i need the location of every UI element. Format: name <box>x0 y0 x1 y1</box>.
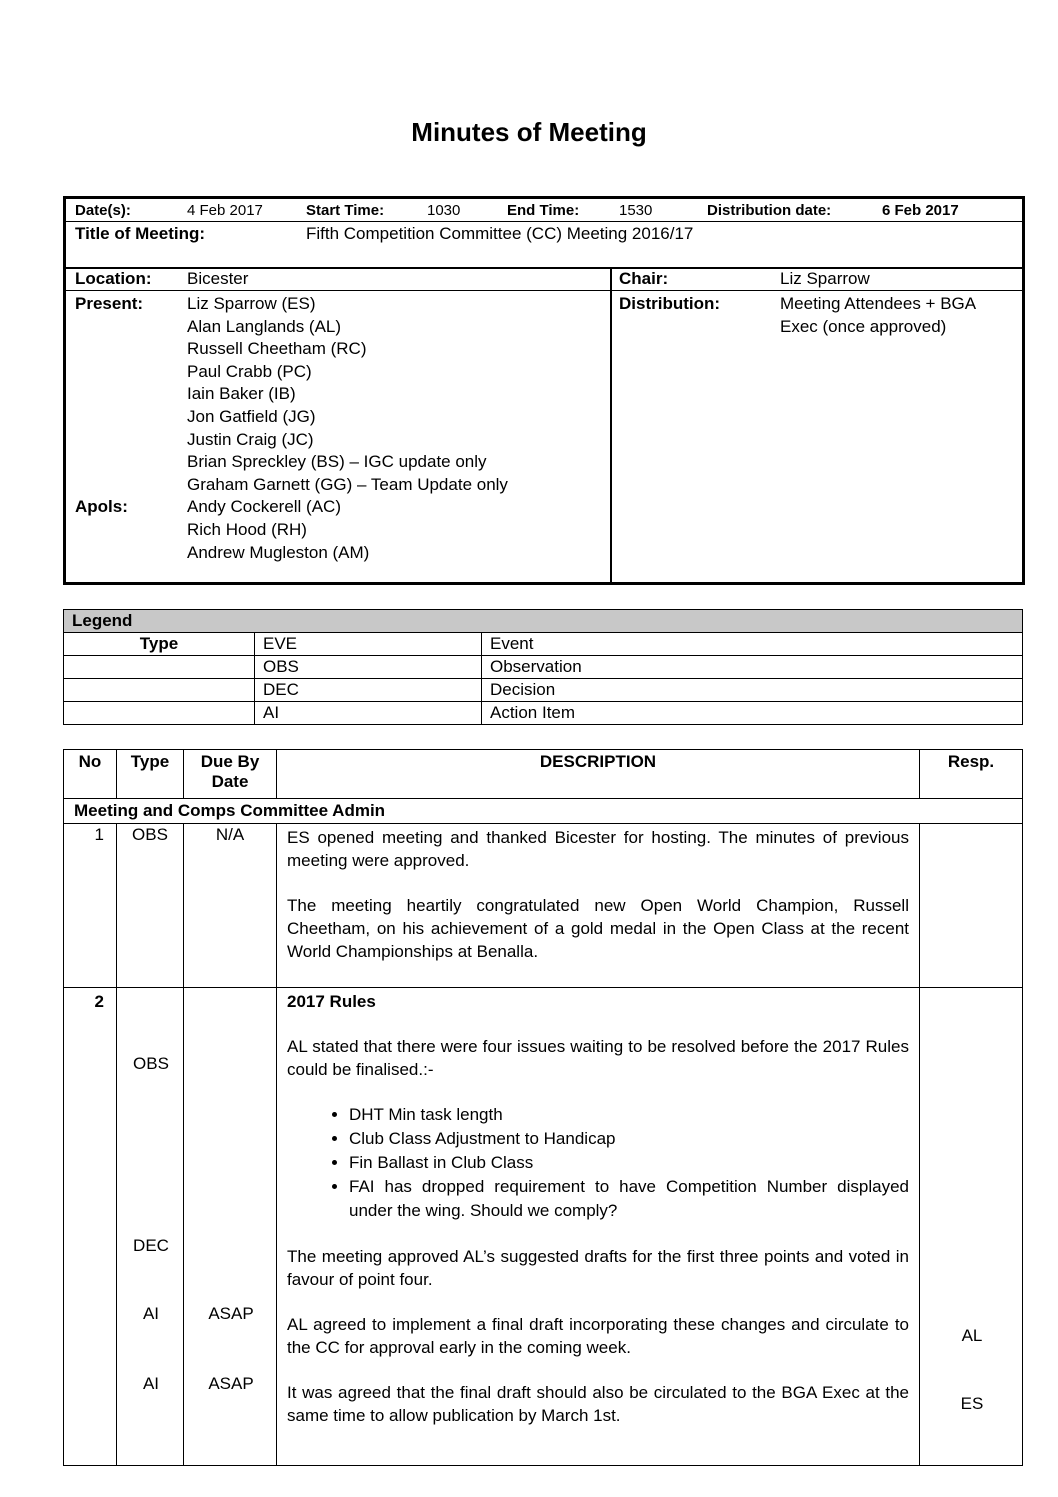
item-no: 1 <box>64 824 117 988</box>
list-item: • DHT Min task length <box>349 1103 909 1127</box>
attendee: Russell Cheetham (RC) <box>187 339 367 359</box>
legend-code: OBS <box>255 656 482 679</box>
paragraph: AL stated that there were four issues waiting to be resolved before the 2017 Rules could be finalised.:- <box>287 1037 909 1079</box>
end-time-label: End Time: <box>507 202 580 219</box>
list-item: • FAI has dropped requirement to have Competition Number displayed under the wing. Should we comply? <box>349 1175 909 1223</box>
col-due: Due By Date <box>184 750 277 799</box>
title-value: Fifth Competition Committee (CC) Meeting 2016/17 <box>306 224 694 243</box>
present-label: Present: <box>75 294 144 313</box>
legend-title: Legend <box>64 610 1023 633</box>
item-description <box>277 824 920 988</box>
paragraph: The meeting approved AL’s suggested drafts for the first three points and voted in favour of point four. <box>287 1247 909 1289</box>
item-no: 2 <box>64 988 117 1466</box>
legend-meaning: Observation <box>482 656 1023 679</box>
legend-code: DEC <box>255 679 482 702</box>
item-due: N/A <box>184 824 277 988</box>
item-resp <box>920 824 1023 988</box>
legend-type-label: Type <box>64 633 255 656</box>
column-divider <box>610 267 612 585</box>
paragraph: AL agreed to implement a final draft incorporating these changes and circulate to the CC for approval early in the coming week. <box>287 1315 909 1357</box>
item-description <box>277 988 920 1466</box>
page-title: Minutes of Meeting <box>411 117 647 147</box>
distribution-date-value: 6 Feb 2017 <box>882 202 959 219</box>
header-dates-row <box>66 199 1022 222</box>
list-item: • Club Class Adjustment to Handicap <box>349 1127 909 1151</box>
item-dues <box>184 988 277 1466</box>
attendee: Jon Gatfield (JG) <box>187 406 316 426</box>
item-due: ASAP <box>208 1374 254 1393</box>
legend-table <box>63 609 1023 725</box>
present-list <box>187 293 508 564</box>
section-heading: Meeting and Comps Committee Admin <box>64 799 1023 824</box>
legend-code: AI <box>255 702 482 725</box>
start-time-label: Start Time: <box>306 202 385 219</box>
distribution-line: Meeting Attendees + BGA <box>780 294 977 313</box>
chair-label: Chair: <box>619 269 669 288</box>
end-time-value: 1530 <box>619 202 653 219</box>
item-resp: AL <box>961 1326 983 1345</box>
minutes-table <box>63 749 1023 1466</box>
attendee: Paul Crabb (PC) <box>187 361 312 381</box>
item-type: OBS <box>117 824 184 988</box>
dates-value: 4 Feb 2017 <box>187 202 263 219</box>
legend-meaning: Event <box>482 633 1023 656</box>
item-types <box>117 988 184 1466</box>
list-item: • Fin Ballast in Club Class <box>349 1151 909 1175</box>
attendee: Alan Langlands (AL) <box>187 316 342 336</box>
attendee: Graham Garnett (GG) – Team Update only <box>187 474 508 494</box>
item-type: AI <box>142 1304 160 1323</box>
apols-label: Apols: <box>75 497 128 516</box>
chair-value: Liz Sparrow <box>780 269 870 288</box>
table-row <box>64 988 1023 1466</box>
paragraph: It was agreed that the final draft should also be circulated to the BGA Exec at the same time to allow publication by March 1st. <box>287 1383 909 1425</box>
paragraph: The meeting heartily congratulated new Open World Champion, Russell Cheetham, on his achievement of a gold medal in the Open Class at the recent World Championships at Benalla. <box>287 896 909 961</box>
item-heading: 2017 Rules <box>287 992 376 1011</box>
header-location-row <box>66 267 1022 291</box>
attendee: Iain Baker (IB) <box>187 384 296 404</box>
table-row <box>64 824 1023 988</box>
apology: Rich Hood (RH) <box>187 519 307 539</box>
apology: Andy Cockerell (AC) <box>187 497 341 517</box>
attendee: Justin Craig (JC) <box>187 429 314 449</box>
legend-meaning: Action Item <box>482 702 1023 725</box>
meeting-header-box <box>63 196 1025 585</box>
distribution-value <box>780 293 976 338</box>
item-resp: ES <box>960 1394 984 1413</box>
distribution-date-label: Distribution date: <box>707 202 832 219</box>
item-type: OBS <box>133 1054 169 1073</box>
attendee: Brian Spreckley (BS) – IGC update only <box>187 452 487 472</box>
col-type: Type <box>117 750 184 799</box>
col-description: DESCRIPTION <box>277 750 920 799</box>
distribution-line: Exec (once approved) <box>780 316 947 336</box>
item-type: DEC <box>133 1236 169 1255</box>
attendee: Liz Sparrow (ES) <box>187 294 316 313</box>
header-title-row <box>66 221 1022 269</box>
legend-code: EVE <box>255 633 482 656</box>
start-time-value: 1030 <box>427 202 461 219</box>
paragraph: ES opened meeting and thanked Bicester for hosting. The minutes of previous meeting were approved. <box>287 828 909 870</box>
col-no: No <box>64 750 117 799</box>
col-resp: Resp. <box>920 750 1023 799</box>
item-resps <box>920 988 1023 1466</box>
dates-label: Date(s): <box>75 202 131 219</box>
issues-list <box>287 1103 909 1223</box>
distribution-label: Distribution: <box>619 294 721 313</box>
location-label: Location: <box>75 269 152 288</box>
location-value: Bicester <box>187 269 249 288</box>
item-type: AI <box>142 1374 160 1393</box>
apology: Andrew Mugleston (AM) <box>187 542 370 562</box>
item-due: ASAP <box>208 1304 254 1323</box>
title-label: Title of Meeting: <box>75 224 206 243</box>
legend-meaning: Decision <box>482 679 1023 702</box>
